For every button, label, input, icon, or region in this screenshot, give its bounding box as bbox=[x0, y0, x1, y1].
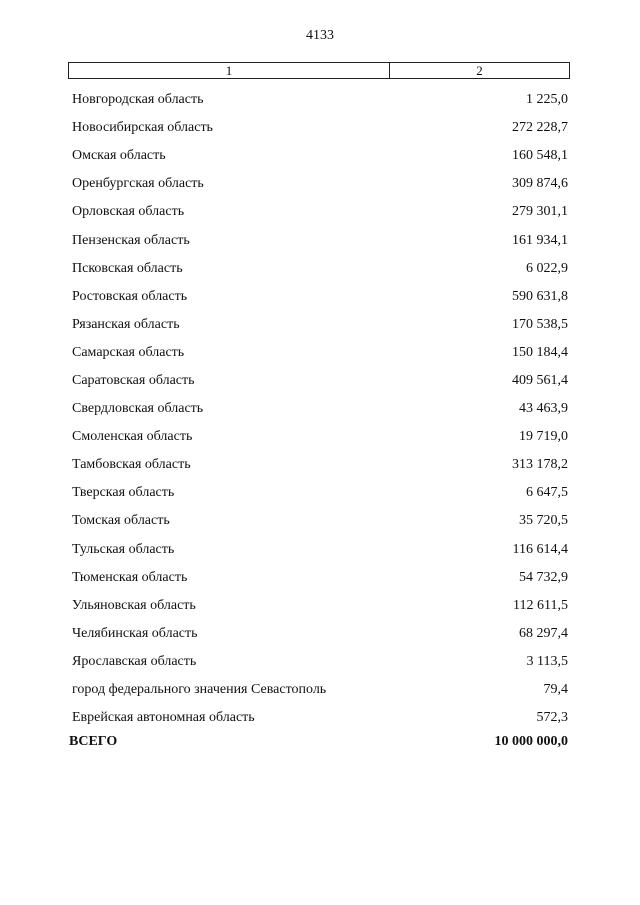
table-row bbox=[72, 198, 568, 226]
table-row bbox=[72, 395, 568, 423]
region-name: Рязанская область bbox=[72, 316, 180, 332]
region-value: 309 874,6 bbox=[512, 176, 568, 192]
page-number: 4133 bbox=[306, 28, 334, 43]
column-header-table bbox=[68, 62, 570, 79]
region-name: Оренбургская область bbox=[72, 176, 204, 192]
table-row bbox=[72, 592, 568, 620]
region-name: Тюменская область bbox=[72, 569, 188, 585]
table-row bbox=[72, 423, 568, 451]
table-row bbox=[72, 704, 568, 732]
table-row bbox=[72, 170, 568, 198]
region-name: Смоленская область bbox=[72, 429, 193, 445]
table-row bbox=[72, 86, 568, 114]
region-value: 35 720,5 bbox=[519, 513, 568, 529]
table-row bbox=[72, 114, 568, 142]
table-row bbox=[72, 226, 568, 254]
region-name: Орловская область bbox=[72, 204, 185, 220]
total-label: ВСЕГО bbox=[69, 734, 118, 749]
region-value: 150 184,4 bbox=[512, 344, 568, 360]
region-name: Ярославская область bbox=[72, 653, 197, 669]
region-name: Пензенская область bbox=[72, 232, 190, 248]
region-name: Саратовская область bbox=[72, 372, 195, 388]
table-row bbox=[72, 255, 568, 283]
total-row bbox=[69, 734, 568, 750]
region-value: 116 614,4 bbox=[512, 541, 568, 557]
region-name: Новгородская область bbox=[72, 92, 204, 108]
table-row bbox=[72, 311, 568, 339]
table-row bbox=[72, 507, 568, 535]
region-value: 6 647,5 bbox=[526, 485, 568, 501]
region-value: 313 178,2 bbox=[512, 457, 568, 473]
region-name: Томская область bbox=[72, 513, 170, 529]
region-name: Тверская область bbox=[72, 485, 175, 501]
column-header-1: 1 bbox=[69, 63, 390, 79]
region-value: 79,4 bbox=[543, 682, 568, 698]
region-value: 272 228,7 bbox=[512, 120, 568, 136]
region-value: 3 113,5 bbox=[526, 653, 568, 669]
region-name: Тамбовская область bbox=[72, 457, 191, 473]
region-value: 279 301,1 bbox=[512, 204, 568, 220]
table-row bbox=[72, 676, 568, 704]
region-name: город федерального значения Севастополь bbox=[72, 682, 327, 698]
region-name: Новосибирская область bbox=[72, 120, 213, 136]
table-row bbox=[72, 536, 568, 564]
region-name: Челябинская область bbox=[72, 625, 198, 641]
total-value: 10 000 000,0 bbox=[494, 734, 568, 749]
table-row bbox=[72, 479, 568, 507]
region-value: 409 561,4 bbox=[512, 372, 568, 388]
region-value: 43 463,9 bbox=[519, 401, 568, 417]
table-row bbox=[72, 367, 568, 395]
region-value: 19 719,0 bbox=[519, 429, 568, 445]
region-value: 1 225,0 bbox=[526, 92, 568, 108]
table-row bbox=[72, 451, 568, 479]
table-row bbox=[72, 564, 568, 592]
region-value: 54 732,9 bbox=[519, 569, 568, 585]
region-value: 590 631,8 bbox=[512, 288, 568, 304]
table-row bbox=[72, 339, 568, 367]
region-name: Псковская область bbox=[72, 260, 183, 276]
region-value: 112 611,5 bbox=[513, 597, 568, 613]
table-row bbox=[72, 620, 568, 648]
table-row bbox=[72, 142, 568, 170]
region-name: Омская область bbox=[72, 148, 166, 164]
region-value: 170 538,5 bbox=[512, 316, 568, 332]
region-name: Еврейская автономная область bbox=[72, 710, 255, 726]
column-header-2: 2 bbox=[390, 63, 570, 79]
region-value: 161 934,1 bbox=[512, 232, 568, 248]
region-name: Тульская область bbox=[72, 541, 175, 557]
region-name: Ростовская область bbox=[72, 288, 188, 304]
region-name: Самарская область bbox=[72, 344, 185, 360]
region-list bbox=[72, 86, 568, 732]
region-value: 68 297,4 bbox=[519, 625, 568, 641]
region-name: Свердловская область bbox=[72, 401, 204, 417]
region-value: 160 548,1 bbox=[512, 148, 568, 164]
table-row bbox=[72, 283, 568, 311]
table-row bbox=[72, 648, 568, 676]
region-value: 572,3 bbox=[536, 710, 568, 726]
region-value: 6 022,9 bbox=[526, 260, 568, 276]
region-name: Ульяновская область bbox=[72, 597, 196, 613]
